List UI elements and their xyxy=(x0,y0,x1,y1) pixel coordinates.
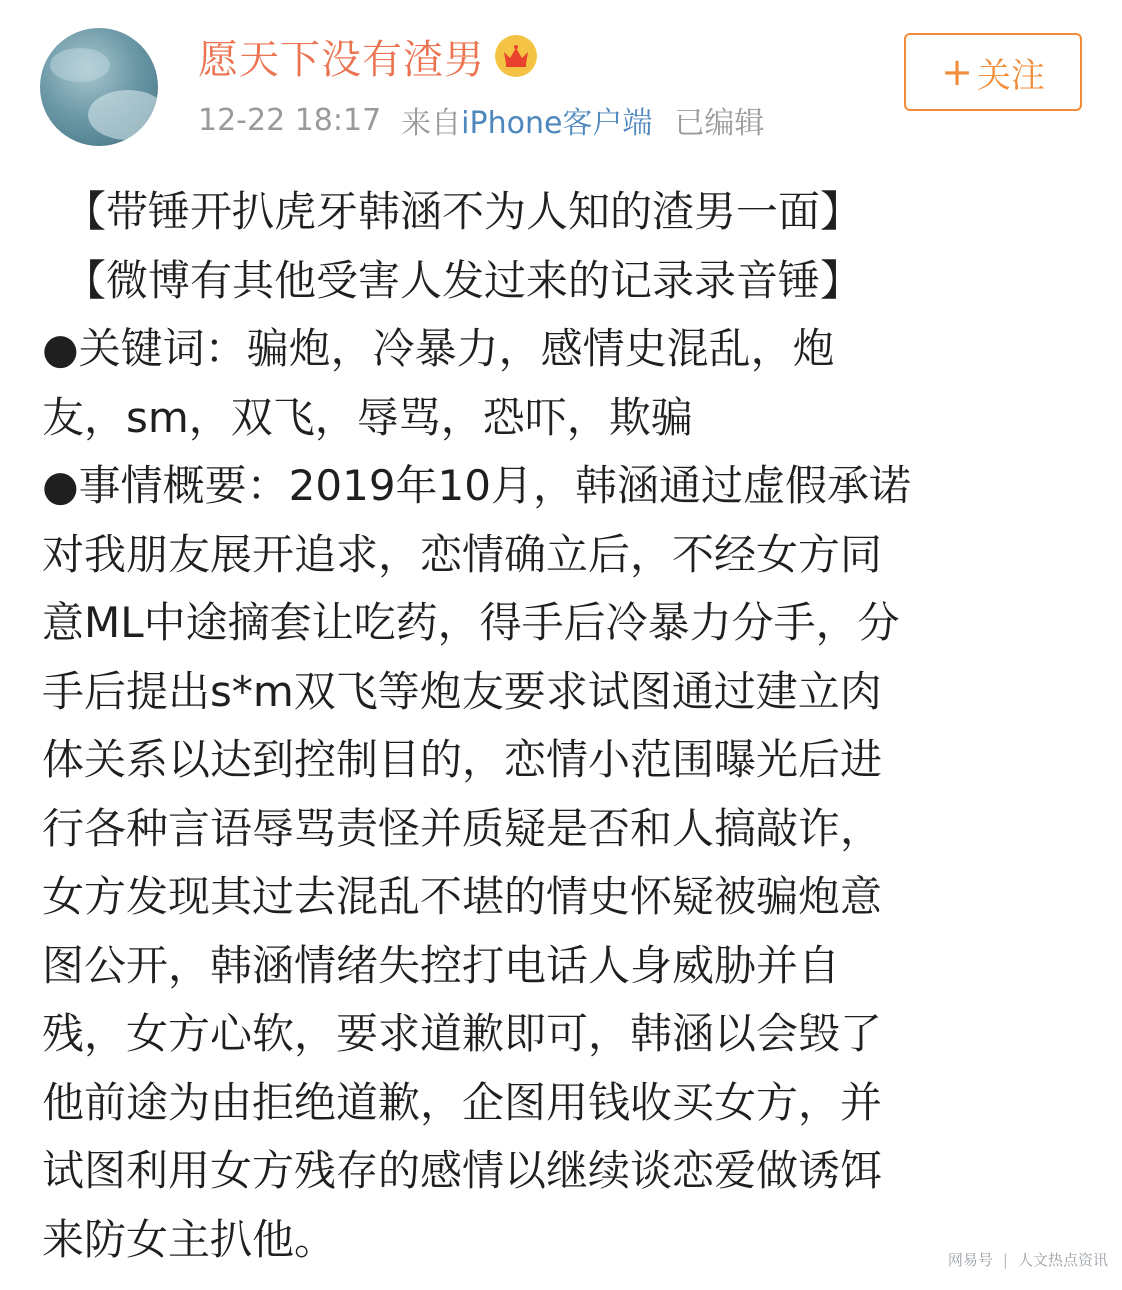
plus-icon: + xyxy=(941,50,973,94)
avatar-cloud xyxy=(88,90,158,140)
post-header xyxy=(0,0,1122,150)
post-line: 【微博有其他受害人发过来的记录录音锤】 xyxy=(64,255,863,305)
post-line: 女方发现其过去混乱不堪的情史怀疑被骗炮意 xyxy=(42,872,883,921)
follow-button[interactable] xyxy=(904,33,1082,111)
post-timestamp: 12-22 18:17 xyxy=(198,102,382,138)
watermark xyxy=(948,1249,1108,1270)
post-line: 手后提出s*m双飞等炮友要求试图通过建立肉 xyxy=(42,666,882,716)
edited-label[interactable]: 已编辑 xyxy=(674,106,765,141)
post-line: 来防女主扒他。 xyxy=(42,1214,337,1264)
post-meta xyxy=(198,100,784,140)
post-line: 残，女方心软，要求道歉即可，韩涵以会毁了 xyxy=(42,1009,883,1058)
source-prefix: 来自 xyxy=(401,106,462,141)
post-line: ●事情概要：2019年10月，韩涵通过虚假承诺 xyxy=(42,461,911,510)
watermark-channel: 人文热点资讯 xyxy=(1017,1251,1108,1269)
follow-label: 关注 xyxy=(976,55,1045,96)
source-link[interactable]: iPhone客户端 xyxy=(461,106,653,141)
watermark-source: 网易号 xyxy=(947,1251,993,1269)
post-text xyxy=(42,178,1092,1274)
post-source xyxy=(401,98,652,142)
post-line: 对我朋友展开追求，恋情确立后，不经女方同 xyxy=(42,529,883,579)
post-line: 行各种言语辱骂责怪并质疑是否和人搞敲诈， xyxy=(42,803,883,853)
post-line: 意ML中途摘套让吃药，得手后冷暴力分手，分 xyxy=(42,598,900,647)
crown-icon xyxy=(495,35,537,77)
watermark-divider: | xyxy=(1002,1250,1008,1269)
post-line: 他前途为由拒绝道歉，企图用钱收买女方，并 xyxy=(42,1077,883,1127)
post-line: 【带锤开扒虎牙韩涵不为人知的渣男一面】 xyxy=(64,187,863,236)
post-line: 图公开，韩涵情绪失控打电话人身威胁并自 xyxy=(42,940,841,990)
post-line: 体关系以达到控制目的，恋情小范围曝光后进 xyxy=(42,735,883,784)
avatar-cloud xyxy=(50,48,110,82)
username-row xyxy=(198,28,537,84)
post-line: ●关键词：骗炮，冷暴力，感情史混乱，炮 xyxy=(42,324,835,373)
username[interactable]: 愿天下没有渣男 xyxy=(198,36,485,83)
post-line: 试图利用女方残存的感情以继续谈恋爱做诱饵 xyxy=(42,1146,883,1195)
avatar[interactable] xyxy=(40,28,158,146)
post-line: 友，sm，双飞，辱骂，恐吓，欺骗 xyxy=(42,392,693,442)
